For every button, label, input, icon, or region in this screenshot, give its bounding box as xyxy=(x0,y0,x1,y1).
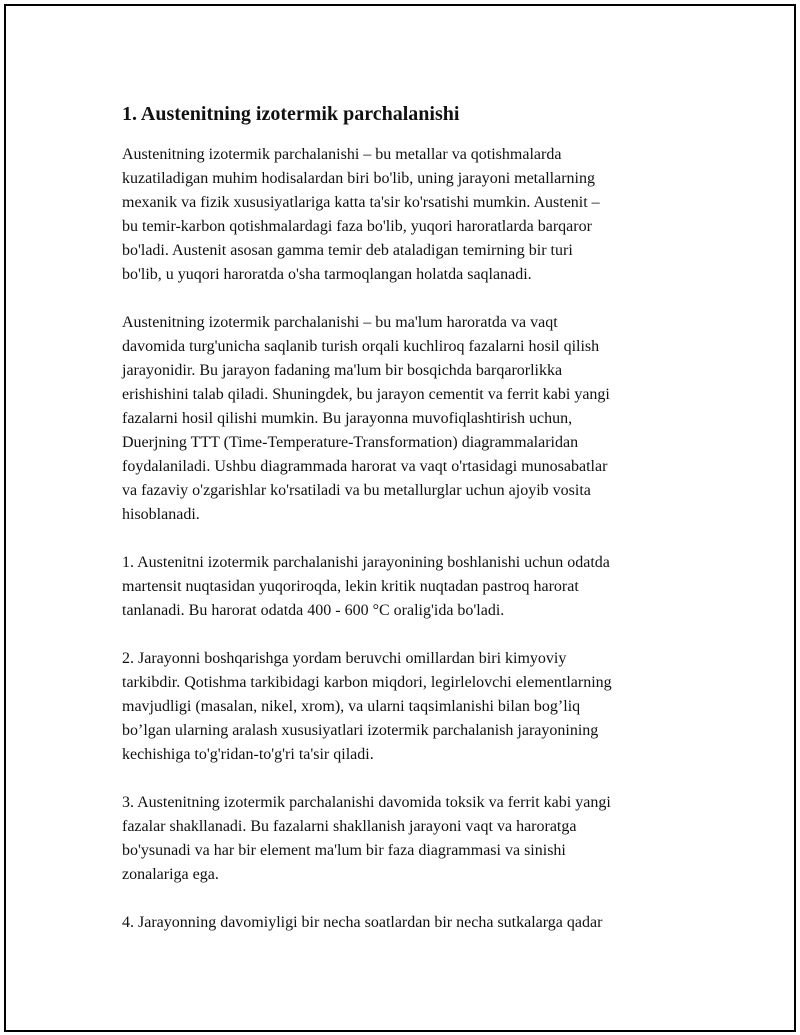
text-line: tarkibdir. Qotishma tarkibidagi karbon miqdori, legirlelovchi elementlarning xyxy=(122,674,612,691)
text-line: Austenitning izotermik parchalanishi – bu metallar va qotishmalarda xyxy=(122,146,562,163)
page-frame xyxy=(4,4,796,1032)
text-line: bo’lgan ularning aralash xususiyatlari izotermik parchalanish jarayonining xyxy=(122,722,599,739)
text-line: mexanik va fizik xususiyatlariga katta ta'sir ko'rsatishi mumkin. Austenit – xyxy=(122,194,600,211)
text-line: bo'lib, u yuqori haroratda o'sha tarmoqlangan holatda saqlanadi. xyxy=(122,266,532,283)
text-line: martensit nuqtasidan yuqoriroqda, lekin kritik nuqtadan pastroq harorat xyxy=(122,578,579,595)
text-line: 3. Austenitning izotermik parchalanishi davomida toksik va ferrit kabi yangi xyxy=(122,794,611,811)
text-line: jarayonidir. Bu jarayon fadaning ma'lum bir bosqichda barqarorlikka xyxy=(122,362,563,379)
text-line: erishishini talab qiladi. Shuningdek, bu jarayon cementit va ferrit kabi yangi xyxy=(122,386,610,403)
text-line: mavjudligi (masalan, nikel, xrom), va ularni taqsimlanishi bilan bog’liq xyxy=(122,698,581,715)
paragraph-intro xyxy=(122,143,692,287)
paragraph-point-4 xyxy=(122,911,692,935)
text-line: 1. Austenitni izotermik parchalanishi jarayonining boshlanishi uchun odatda xyxy=(122,554,610,571)
text-line: bu temir-karbon qotishmalardagi faza bo'lib, yuqori haroratlarda barqaror xyxy=(122,218,592,235)
section-heading: 1. Austenitning izotermik parchalanishi xyxy=(122,103,460,125)
text-line: Austenitning izotermik parchalanishi – bu ma'lum haroratda va vaqt xyxy=(122,314,558,331)
document-body xyxy=(122,101,692,959)
paragraph-point-2 xyxy=(122,647,692,767)
text-line: kechishiga to'g'ridan-to'g'ri ta'sir qiladi. xyxy=(122,746,374,763)
text-line: va fazaviy o'zgarishlar ko'rsatiladi va bu metallurglar uchun ajoyib vosita xyxy=(122,482,591,499)
text-line: fazalarni hosil qilishi mumkin. Bu jarayonna muvofiqlashtirish uchun, xyxy=(122,410,573,427)
paragraph-definition xyxy=(122,311,692,527)
text-line: bo'ysunadi va har bir element ma'lum bir faza diagrammasi va sinishi xyxy=(122,842,566,859)
text-line: 4. Jarayonning davomiyligi bir necha soatlardan bir necha sutkalarga qadar xyxy=(122,914,603,931)
text-line: davomida turg'unicha saqlanib turish orqali kuchliroq fazalarni hosil qilish xyxy=(122,338,600,355)
paragraph-point-3 xyxy=(122,791,692,887)
text-line: hisoblanadi. xyxy=(122,506,200,523)
text-line: Duerjning TTT (Time-Temperature-Transformation) diagrammalaridan xyxy=(122,434,579,451)
text-line: fazalar shakllanadi. Bu fazalarni shakllanish jarayoni vaqt va haroratga xyxy=(122,818,577,835)
text-line: bo'ladi. Austenit asosan gamma temir deb ataladigan temirning bir turi xyxy=(122,242,573,259)
text-line: tanlanadi. Bu harorat odatda 400 - 600 °C oralig'ida bo'ladi. xyxy=(122,602,505,619)
text-line: foydalaniladi. Ushbu diagrammada harorat va vaqt o'rtasidagi munosabatlar xyxy=(122,458,608,475)
paragraph-point-1 xyxy=(122,551,692,623)
text-line: zonalariga ega. xyxy=(122,866,219,883)
text-line: kuzatiladigan muhim hodisalardan biri bo'lib, uning jarayoni metallarning xyxy=(122,170,595,187)
text-line: 2. Jarayonni boshqarishga yordam beruvchi omillardan biri kimyoviy xyxy=(122,650,567,667)
